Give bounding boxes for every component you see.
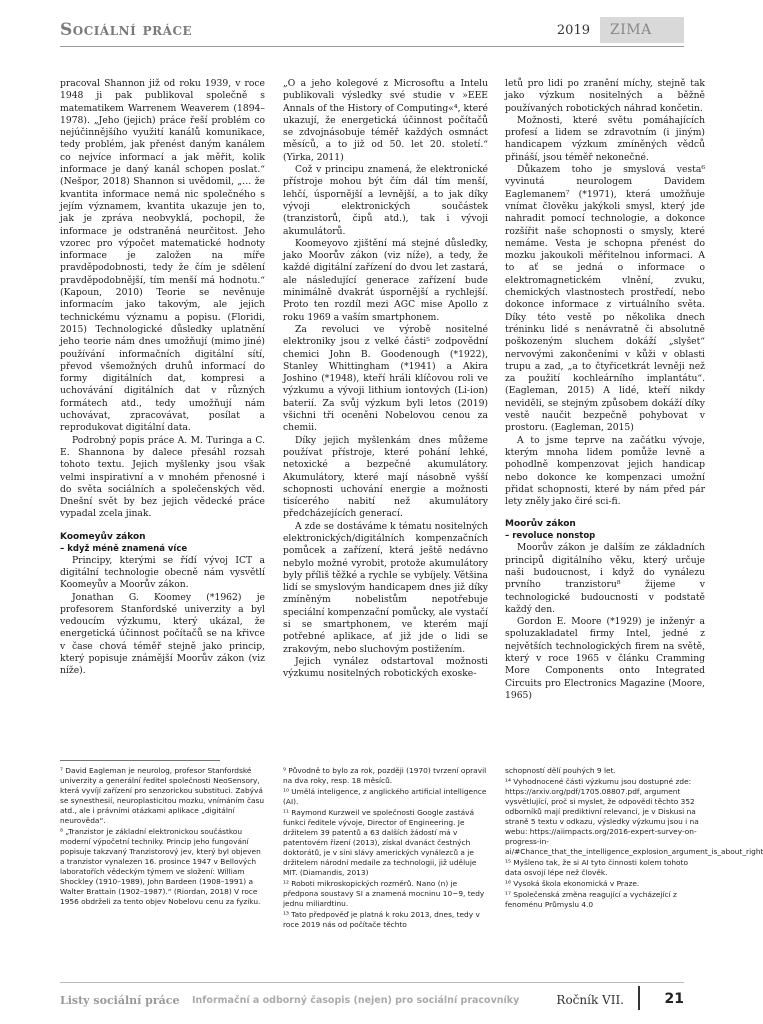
paragraph: Jejich vynález odstartoval možnosti výzkumu nositelných robotických exoske- [283, 655, 488, 680]
footnote: ¹⁰ Umělá inteligence, z anglického artificial intelligence (AI). [283, 787, 487, 806]
paragraph: Což v principu znamená, že elektronické přístroje mohou být čím dál tím menší, lehčí, úspornější a levnější, a to jak díky vývoji elektronických součástek (tranzistorů, čipů atd.), tak i vývoji akumulátorů. [283, 164, 488, 237]
footnote: ¹⁵ Myšleno tak, že si AI tyto činnosti kolem tohoto data osvojí lépe než člověk. [505, 858, 688, 877]
footnote-divider [60, 760, 220, 761]
footnote: ¹⁶ Vysoká škola ekonomická v Praze. [505, 879, 640, 888]
footnote: schopností dělí pouhých 9 let. [505, 766, 616, 775]
paragraph: Díky jejich myšlenkám dnes můžeme používat přístroje, které pohání lehké, netoxické a bezpečné akumulátory. Akumulátory, které mají násobně vyšší schopnosti uchování energie a možnosti tisícerého nabití než akumulátory předcházejících generací. [283, 434, 488, 520]
paragraph: A to jsme teprve na začátku vývoje, kterým mnoha lidem pomůže levně a pohodlně kompenzovat jejich handicap nebo dokonce ke kompenzaci umožní přidat schopnosti, které by nám před pár lety zněly jako čiré sci-fi. [505, 434, 705, 508]
paragraph: A zde se dostáváme k tématu nositelných elektronických/digitálních kompenzačních pomůcek a zařízení, která ještě nedávno nebylo možné vyrobit, protože akumulátory byly příliš těžké a rychle se vybíjely. Většina lidí se smyslovým handicapem dnes již díky zmíněným nobelistům nepotřebuje speciální kompenzační pomůcky, ale vystačí si se smartphonem, ve kterém mají potřebné aplikace, ať již jde o lidi se zrakovým, nebo sluchovým postižením. [283, 520, 488, 655]
paragraph: Principy, kterými se řídí vývoj ICT a digitální technologie obecně nám vysvětlí Koomeyův a Moorův zákon. [60, 554, 265, 591]
section-heading-koomey [60, 531, 265, 555]
volume-label: Ročník VII. [556, 993, 624, 1007]
paragraph: Gordon E. Moore (*1929) je inženýr a spoluzakladatel firmy Intel, jedné z největších technologických firem na světě, který v roce 1965 v článku Cramming More Components onto Integrated Circuits pro Electronics Magazine (Moore, 1965) [505, 616, 705, 701]
footnotes-column-2 [283, 766, 488, 1001]
heading-text: Moorův zákon [505, 519, 576, 530]
issue-year: 2019 [556, 23, 590, 38]
paragraph: letů pro lidi po zranění míchy, stejně tak jako výzkum nositelných a běžně používaných robotických náhrad končetin. [505, 78, 705, 114]
paragraph: Jonathan G. Koomey (*1962) je profesorem Stanfordské univerzity a byl vedoucím výzkumu, který ukázal, že energetická účinnost počítačů se na křivce v čase chová téměř stejně jako princip, který popisuje známější Moorův zákon (viz níže). [60, 591, 265, 677]
text-column-2 [283, 78, 488, 748]
footer-separator [638, 986, 640, 1010]
footnote: ⁹ Původně to bylo za rok, později (1970) tvrzení opravil na dva roky, resp. 18 měsíců. [283, 766, 487, 785]
footnotes-column-3 [505, 766, 763, 1001]
paragraph: Moorův zákon je dalším ze základních principů digitálního věku, který určuje naši budoucnost, i když do vynálezu prvního tranzistoru⁸ žijeme v technologické budoucnosti v podstatě každý den. [505, 542, 705, 615]
footnotes-column-1 [60, 766, 265, 1001]
footnote: ¹³ Tato předpověď je platná k roku 2013, dnes, tedy v roce 2019 nás od počítače těchto [283, 910, 480, 929]
heading-subtitle: – revoluce nonstop [505, 531, 596, 542]
paragraph: Podrobný popis práce A. M. Turinga a C. E. Shannona by dalece přesáhl rozsah tohoto textu. Jejich myšlenky jsou však velmi inspirativní a v mnohém přenosné i do světa sociálních a společenských věd. Dnešní svět by bez jejich vědecké práce vypadal zcela jinak. [60, 434, 265, 520]
footer-divider [60, 982, 684, 983]
heading-text: Koomeyův zákon [60, 531, 146, 542]
paragraph: „O a jeho kolegové z Microsoftu a Intelu publikovali výsledky své studie v »EEE Annals of the History of Computing«⁴, které ukazují, že energetická účinnost počítačů se zdvojnásobuje téměř každých osmnáct měsíců, a to již od 50. let 20. století.“ (Yirka, 2011) [283, 78, 488, 163]
footnote: ¹⁴ Vyhodnocené části výzkumu jsou dostupné zde: https://arxiv.org/pdf/1705.08807.pdf, argument vysvětlující, proč si myslet, že odpovědi těchto 352 odborníků mají prediktivní relevanci, je v Diskusi na straně 5 textu v odkazu, výsledky výzkumu jsou i na webu: https://aiimpacts.org/2016-expert-survey-on-progress-in-ai/#Chance_that_the_intelligence_explosion_argument_is_about_right [505, 777, 763, 856]
section-title: Sociální práce [60, 20, 193, 40]
footnote: ¹⁷ Společenská změna reagující a vycházející z fenoménu Průmyslu 4.0 [505, 890, 677, 909]
issue-season: ZIMA [610, 22, 652, 38]
footnote: ⁷ David Eagleman je neurolog, profesor Stanfordské univerzity a generální ředitel společnosti NeoSensory, která vyvíjí zařízení pro senzorickou substituci. Zabývá se synesthesií, neuroplasticitou mozku, vnímáním času atd., ale i právními otázkami aplikace „digitální neurověda“. [60, 766, 265, 825]
page-header [60, 14, 684, 44]
season-badge [600, 17, 684, 43]
footnote: ⁸ „Tranzistor je základní elektronickou součástkou moderní výpočetní techniky. Princip jeho fungování popisuje takzvaný Tranzistorový jev, který byl objeven a tranzistor vynalezen 16. prosince 1947 v Bellových laboratořích vědeckým týmem ve složení: William Shockley (1910–1989), John Bardeen (1908–1991) a Walter Brattain (1902–1987).“ (Riordan, 2018) V roce 1956 obdrželi za tento objev Nobelovu cenu za fyziku. [60, 827, 261, 906]
footnote: ¹¹ Raymond Kurzweil ve společnosti Google zastává funkci ředitele vývoje, Director of Engineering. Je držitelem 39 patentů a 63 dalších žádostí má v patentovém řízení (2013), získal dvanáct čestných doktorátů, je v síni slávy amerických vynálezců a je držitelem národní medaile za technologii, již uděluje MIT. (Diamandis, 2013) [283, 808, 477, 877]
journal-title: Listy sociální práce [60, 994, 180, 1007]
paragraph: pracoval Shannon již od roku 1939, v roce 1948 ji pak publikoval společně s matematikem Warrenem Weaverem (1894–1978). „Jeho (jejich) práce řeší problém co nejúčinnějšího využití kanálů komunikace, tedy problém, jak přenést daným kanálem co nejvíce informací a jak měřit, kolik informace je daný kanál schopen poslat.“ (Nešpor, 2018) Shannon si uvědomil, „… že kvantita informace nemá nic společného s jejím významem, kvantita ukazuje jen to, jak je zpráva neobvyklá, pochopil, že informace je odstraněná neurčitost. Jeho vzorec pro výpočet matematické hodnoty informace je založen na míře pravděpodobnosti, tedy že čím je sdělení pravděpodobnější, tím menší má hodnotu.“ (Kapoun, 2010) Teorie se nevěnuje informacím jako takovým, ale jejich technickému významu a popisu. (Floridi, 2015) Technologické důsledky uplatnění jeho teorie nám dnes umožňují (mimo jiné) používání informačních digitální sítí, převod všemožných druhů informací do formy digitálních dat, kompresi a uchovávání digitálních dat v různých formátech atd., tedy umožňují nám uchovávat, zpracovávat, posílat a reprodukovat digitální data. [60, 78, 265, 434]
header-divider [60, 46, 684, 47]
paragraph: Za revoluci ve výrobě nositelné elektroniky jsou z velké části⁵ zodpovědní chemici John B. Goodenough (*1922), Stanley Whittingham (*1941) a Akira Joshino (*1948), kteří hráli klíčovou roli ve výzkumu a vývoji lithium iontových (Li-ion) baterií. Za svůj výzkum byli letos (2019) všichni tři oceněni Nobelovou cenou za chemii. [283, 323, 488, 434]
paragraph: Koomeyovo zjištění má stejné důsledky, jako Moorův zákon (viz níže), a tedy, že každé digitální zařízení do dvou let zastará, ale následující generace zařízení bude minimálně dvakrát úspornější a rychlejší. Proto ten rozdíl mezi AGC mise Apollo z roku 1969 a vaším smartphonem. [283, 237, 488, 323]
section-heading-moore [505, 518, 705, 542]
paragraph: Možnosti, které světu pomáhajících profesí a lidem se zdravotním (i jiným) handicapem výzkum zmíněných vědců přináší, jsou téměř nekonečné. [505, 114, 705, 163]
text-column-1 [60, 78, 265, 748]
paragraph: Důkazem toho je smyslová vesta⁶ vyvinutá neurologem Davidem Eaglemanem⁷ (*1971), která umožňuje vnímat člověku jakýkoli smysl, který jde nahradit pomocí technologie, a dokonce rozšířit naše schopnosti o smysly, které nemáme. Vesta je schopna přenést do mozku jakoukoli měřitelnou informaci. A to ať se jedná o informace o elektromagnetickém vlnění, zvuku, chemických vlastnostech prostředí, nebo dokonce informace z virtuálního světa. Díky této vestě po několika dnech tréninku lidé s nenávratně či absolutně poškozeným sluchem dokáží „slyšet“ nervovými zakončeními v kůži v oblasti trupu a zad, „a to čtyřicetkrát levněji než za použití kochleárního implantátu“. (Eagleman, 2015) A lidé, kteří nikdy neviděli, se stejným způsobem dokáží díky vestě naučit bezpečně pohybovat v prostoru. (Eagleman, 2015) [505, 164, 705, 434]
heading-subtitle: – když méně znamená více [60, 543, 188, 554]
journal-subtitle: Informační a odborný časopis (nejen) pro sociální pracovníky [192, 995, 520, 1006]
text-column-3 [505, 78, 705, 748]
page-footer [60, 982, 684, 1012]
footnote: ¹² Roboti mikroskopických rozměrů. Nano (n) je předpona soustavy SI a znamená mocninu 10−9, tedy jednu miliardtinu. [283, 879, 485, 908]
page-number: 21 [664, 991, 684, 1007]
